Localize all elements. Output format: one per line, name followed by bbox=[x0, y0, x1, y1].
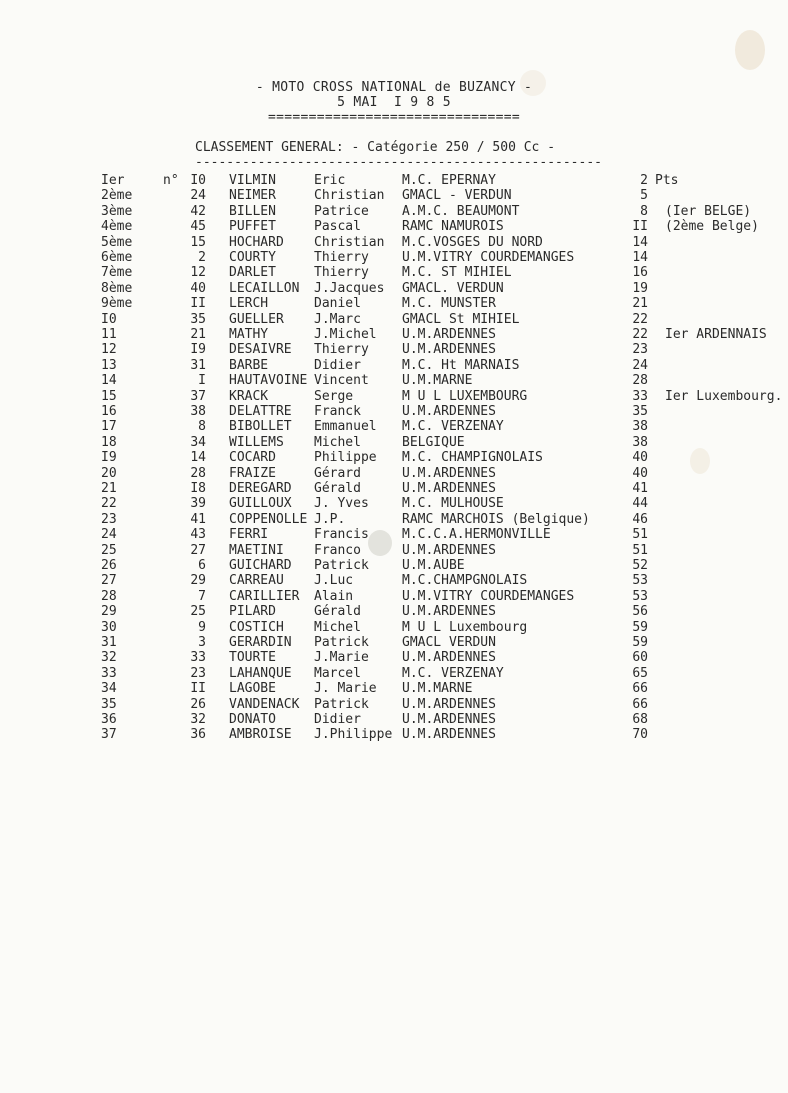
result-row bbox=[0, 589, 788, 604]
bib-number-cell: 23 bbox=[190, 665, 206, 681]
bib-number-cell: I0 bbox=[190, 173, 206, 188]
points-cell: 53 bbox=[632, 588, 648, 604]
first-name-cell: Francis bbox=[314, 527, 369, 543]
club-cell: A.M.C. BEAUMONT bbox=[402, 203, 520, 219]
club-cell: M.C. VERZENAY bbox=[402, 665, 504, 681]
bib-number-cell: 40 bbox=[190, 280, 206, 296]
first-name-cell: Thierry bbox=[314, 265, 369, 281]
club-cell: RAMC MARCHOIS (Belgique) bbox=[402, 511, 590, 527]
last-name-cell: AMBROISE bbox=[229, 727, 292, 743]
first-name-cell: Daniel bbox=[314, 296, 361, 312]
first-name-cell: J.P. bbox=[314, 511, 346, 527]
rank-cell: 25 bbox=[101, 542, 117, 558]
last-name-cell: GUELLER bbox=[229, 311, 284, 327]
first-name-cell: Serge bbox=[314, 388, 354, 404]
last-name-cell: HOCHARD bbox=[229, 234, 284, 250]
rank-cell: 30 bbox=[101, 619, 117, 635]
last-name-cell: COPPENOLLE bbox=[229, 511, 308, 527]
rank-cell: 24 bbox=[101, 527, 117, 543]
points-label: Pts bbox=[655, 173, 679, 188]
bib-number-cell: 39 bbox=[190, 496, 206, 512]
points-cell: 2 bbox=[640, 173, 648, 188]
last-name-cell: LAHANQUE bbox=[229, 665, 292, 681]
bib-number-cell: 45 bbox=[190, 219, 206, 235]
club-cell: U.M.ARDENNES bbox=[402, 465, 496, 481]
points-cell: 21 bbox=[632, 296, 648, 312]
rank-cell: 3ème bbox=[101, 203, 133, 219]
last-name-cell: FRAIZE bbox=[229, 465, 276, 481]
club-cell: RAMC NAMUROIS bbox=[402, 219, 504, 235]
first-name-cell: Eric bbox=[314, 173, 346, 188]
last-name-cell: VILMIN bbox=[229, 173, 276, 188]
note-cell: (2ème Belge) bbox=[665, 219, 759, 235]
last-name-cell: PUFFET bbox=[229, 219, 276, 235]
last-name-cell: CARILLIER bbox=[229, 588, 300, 604]
last-name-cell: LECAILLON bbox=[229, 280, 300, 296]
rank-cell: 22 bbox=[101, 496, 117, 512]
bib-number-cell: 32 bbox=[190, 712, 206, 727]
result-row bbox=[0, 358, 788, 373]
bib-number-cell: 25 bbox=[190, 604, 206, 620]
points-cell: 24 bbox=[632, 357, 648, 373]
last-name-cell: GUICHARD bbox=[229, 558, 292, 573]
result-row bbox=[0, 481, 788, 496]
result-row bbox=[0, 666, 788, 681]
club-cell: U.M.AUBE bbox=[402, 558, 465, 573]
rank-cell: 33 bbox=[101, 665, 117, 681]
club-cell: U.M.VITRY COURDEMANGES bbox=[402, 250, 575, 265]
rank-cell: 13 bbox=[101, 357, 117, 373]
result-row bbox=[0, 527, 788, 542]
first-name-cell: Patrice bbox=[314, 203, 369, 219]
result-row bbox=[0, 727, 788, 742]
rank-cell: 21 bbox=[101, 481, 117, 496]
result-row bbox=[0, 389, 788, 404]
result-row bbox=[0, 173, 788, 188]
club-cell: U.M.ARDENNES bbox=[402, 696, 496, 712]
points-cell: 19 bbox=[632, 280, 648, 296]
club-cell: GMACL - VERDUN bbox=[402, 188, 512, 204]
result-row bbox=[0, 435, 788, 450]
last-name-cell: COCARD bbox=[229, 450, 276, 466]
last-name-cell: NEIMER bbox=[229, 188, 276, 204]
rank-cell: 37 bbox=[101, 727, 117, 743]
category-underline: ---------------------------------------------------- bbox=[195, 155, 602, 170]
club-cell: U.M.ARDENNES bbox=[402, 404, 496, 419]
bib-number-cell: 14 bbox=[190, 450, 206, 466]
result-row bbox=[0, 373, 788, 388]
last-name-cell: FERRI bbox=[229, 527, 269, 543]
result-row bbox=[0, 620, 788, 635]
last-name-cell: COURTY bbox=[229, 250, 276, 265]
points-cell: 22 bbox=[632, 311, 648, 327]
bib-number-cell: 36 bbox=[190, 727, 206, 743]
last-name-cell: BILLEN bbox=[229, 203, 276, 219]
club-cell: U.M.VITRY COURDEMANGES bbox=[402, 588, 575, 604]
rank-cell: 35 bbox=[101, 696, 117, 712]
first-name-cell: Marcel bbox=[314, 665, 361, 681]
club-cell: M.C. MUNSTER bbox=[402, 296, 496, 312]
points-cell: 28 bbox=[632, 373, 648, 389]
bib-number-cell: 24 bbox=[190, 188, 206, 204]
last-name-cell: GERARDIN bbox=[229, 635, 292, 650]
club-cell: M U L LUXEMBOURG bbox=[402, 388, 528, 404]
first-name-cell: Thierry bbox=[314, 250, 369, 265]
points-cell: 66 bbox=[632, 696, 648, 712]
last-name-cell: DELATTRE bbox=[229, 404, 292, 419]
first-name-cell: Philippe bbox=[314, 450, 377, 466]
bib-number-cell: 6 bbox=[198, 558, 206, 573]
result-row bbox=[0, 419, 788, 434]
last-name-cell: DESAIVRE bbox=[229, 342, 292, 358]
rank-cell: 31 bbox=[101, 635, 117, 650]
first-name-cell: J.Luc bbox=[314, 573, 354, 589]
bib-number-cell: 29 bbox=[190, 573, 206, 589]
result-row bbox=[0, 604, 788, 619]
points-cell: 65 bbox=[632, 665, 648, 681]
result-row bbox=[0, 265, 788, 280]
rank-cell: 29 bbox=[101, 604, 117, 620]
club-cell: M.C. VERZENAY bbox=[402, 419, 504, 435]
first-name-cell: Gérald bbox=[314, 481, 361, 496]
note-cell: Ier Luxembourg. bbox=[665, 388, 783, 404]
result-row bbox=[0, 512, 788, 527]
club-cell: M.C. MULHOUSE bbox=[402, 496, 504, 512]
points-cell: 70 bbox=[632, 727, 648, 743]
first-name-cell: Didier bbox=[314, 357, 361, 373]
last-name-cell: PILARD bbox=[229, 604, 276, 620]
rank-cell: 2ème bbox=[101, 188, 133, 204]
rank-cell: 9ème bbox=[101, 296, 133, 312]
last-name-cell: CARREAU bbox=[229, 573, 284, 589]
last-name-cell: HAUTAVOINE bbox=[229, 373, 308, 389]
bib-number-cell: 34 bbox=[190, 434, 206, 450]
result-row bbox=[0, 466, 788, 481]
bib-number-cell: 26 bbox=[190, 696, 206, 712]
rank-cell: 36 bbox=[101, 712, 117, 727]
points-cell: 5 bbox=[640, 188, 648, 204]
first-name-cell: Alain bbox=[314, 588, 354, 604]
first-name-cell: Michel bbox=[314, 434, 361, 450]
club-cell: M.C.CHAMPGNOLAIS bbox=[402, 573, 528, 589]
result-row bbox=[0, 635, 788, 650]
first-name-cell: Vincent bbox=[314, 373, 369, 389]
bib-number-cell: II bbox=[190, 681, 206, 697]
club-cell: BELGIQUE bbox=[402, 434, 465, 450]
first-name-cell: Franco bbox=[314, 542, 361, 558]
bib-number-cell: 43 bbox=[190, 527, 206, 543]
points-cell: 60 bbox=[632, 650, 648, 666]
club-cell: U.M.ARDENNES bbox=[402, 327, 496, 342]
last-name-cell: DONATO bbox=[229, 712, 276, 727]
result-row bbox=[0, 697, 788, 712]
first-name-cell: Patrick bbox=[314, 696, 369, 712]
club-cell: U.M.MARNE bbox=[402, 373, 473, 389]
last-name-cell: LAGOBE bbox=[229, 681, 276, 697]
points-cell: 44 bbox=[632, 496, 648, 512]
result-row bbox=[0, 573, 788, 588]
rank-cell: 11 bbox=[101, 327, 117, 342]
result-row bbox=[0, 296, 788, 311]
rank-cell: 27 bbox=[101, 573, 117, 589]
rank-cell: 18 bbox=[101, 434, 117, 450]
rank-cell: 12 bbox=[101, 342, 117, 358]
bib-number-cell: 9 bbox=[198, 619, 206, 635]
points-cell: 46 bbox=[632, 511, 648, 527]
club-cell: U.M.ARDENNES bbox=[402, 342, 496, 358]
bib-number-cell: 38 bbox=[190, 404, 206, 419]
bib-number-cell: 7 bbox=[198, 588, 206, 604]
first-name-cell: J.Marie bbox=[314, 650, 369, 666]
bib-number-cell: 41 bbox=[190, 511, 206, 527]
last-name-cell: GUILLOUX bbox=[229, 496, 292, 512]
note-cell: Ier ARDENNAIS bbox=[665, 327, 767, 342]
rank-cell: 7ème bbox=[101, 265, 133, 281]
first-name-cell: Christian bbox=[314, 188, 385, 204]
rank-cell: 5ème bbox=[101, 234, 133, 250]
rank-cell: 20 bbox=[101, 465, 117, 481]
bib-number-cell: II bbox=[190, 296, 206, 312]
bib-number-cell: I8 bbox=[190, 481, 206, 496]
points-cell: 68 bbox=[632, 712, 648, 727]
points-cell: 52 bbox=[632, 558, 648, 573]
points-cell: 33 bbox=[632, 388, 648, 404]
number-label: n° bbox=[163, 173, 179, 188]
club-cell: U.M.ARDENNES bbox=[402, 542, 496, 558]
result-row bbox=[0, 342, 788, 357]
paper-stain bbox=[735, 30, 765, 70]
club-cell: M.C. CHAMPIGNOLAIS bbox=[402, 450, 543, 466]
bib-number-cell: 28 bbox=[190, 465, 206, 481]
points-cell: 51 bbox=[632, 527, 648, 543]
result-row bbox=[0, 204, 788, 219]
document-title: - MOTO CROSS NATIONAL de BUZANCY - bbox=[255, 80, 533, 95]
points-cell: 8 bbox=[640, 203, 648, 219]
first-name-cell: Patrick bbox=[314, 558, 369, 573]
bib-number-cell: 37 bbox=[190, 388, 206, 404]
last-name-cell: COSTICH bbox=[229, 619, 284, 635]
rank-cell: 17 bbox=[101, 419, 117, 435]
points-cell: 53 bbox=[632, 573, 648, 589]
points-cell: 23 bbox=[632, 342, 648, 358]
result-row bbox=[0, 219, 788, 234]
club-cell: GMACL VERDUN bbox=[402, 635, 496, 650]
last-name-cell: MATHY bbox=[229, 327, 269, 342]
bib-number-cell: 2 bbox=[198, 250, 206, 265]
points-cell: 14 bbox=[632, 234, 648, 250]
category-title: CLASSEMENT GENERAL: - Catégorie 250 / 500 Cc - bbox=[195, 140, 556, 155]
club-cell: M.C. ST MIHIEL bbox=[402, 265, 512, 281]
first-name-cell: Franck bbox=[314, 404, 361, 419]
last-name-cell: WILLEMS bbox=[229, 434, 284, 450]
bib-number-cell: I9 bbox=[190, 342, 206, 358]
club-cell: M.C. EPERNAY bbox=[402, 173, 496, 188]
last-name-cell: TOURTE bbox=[229, 650, 276, 666]
result-row bbox=[0, 712, 788, 727]
rank-cell: 16 bbox=[101, 404, 117, 419]
points-cell: 38 bbox=[632, 434, 648, 450]
last-name-cell: LERCH bbox=[229, 296, 269, 312]
bib-number-cell: 35 bbox=[190, 311, 206, 327]
points-cell: 59 bbox=[632, 619, 648, 635]
last-name-cell: MAETINI bbox=[229, 542, 284, 558]
result-row bbox=[0, 250, 788, 265]
last-name-cell: DARLET bbox=[229, 265, 276, 281]
result-row bbox=[0, 558, 788, 573]
first-name-cell: Christian bbox=[314, 234, 385, 250]
points-cell: II bbox=[632, 219, 648, 235]
club-cell: U.M.MARNE bbox=[402, 681, 473, 697]
rank-cell: 15 bbox=[101, 388, 117, 404]
first-name-cell: J. Yves bbox=[314, 496, 369, 512]
points-cell: 51 bbox=[632, 542, 648, 558]
rank-cell: 14 bbox=[101, 373, 117, 389]
bib-number-cell: 27 bbox=[190, 542, 206, 558]
club-cell: U.M.ARDENNES bbox=[402, 604, 496, 620]
club-cell: GMACL St MIHIEL bbox=[402, 311, 520, 327]
bib-number-cell: 42 bbox=[190, 203, 206, 219]
rank-cell: 4ème bbox=[101, 219, 133, 235]
bib-number-cell: 33 bbox=[190, 650, 206, 666]
result-row bbox=[0, 235, 788, 250]
club-cell: U.M.ARDENNES bbox=[402, 727, 496, 743]
rank-cell: 23 bbox=[101, 511, 117, 527]
points-cell: 38 bbox=[632, 419, 648, 435]
club-cell: M U L Luxembourg bbox=[402, 619, 528, 635]
first-name-cell: J. Marie bbox=[314, 681, 377, 697]
points-cell: 14 bbox=[632, 250, 648, 265]
note-cell: (Ier BELGE) bbox=[665, 203, 752, 219]
last-name-cell: DEREGARD bbox=[229, 481, 292, 496]
bib-number-cell: 12 bbox=[190, 265, 206, 281]
first-name-cell: Gérard bbox=[314, 465, 361, 481]
rank-cell: 32 bbox=[101, 650, 117, 666]
result-row bbox=[0, 681, 788, 696]
first-name-cell: J.Jacques bbox=[314, 280, 385, 296]
bib-number-cell: 31 bbox=[190, 357, 206, 373]
points-cell: 41 bbox=[632, 481, 648, 496]
club-cell: U.M.ARDENNES bbox=[402, 712, 496, 727]
bib-number-cell: 21 bbox=[190, 327, 206, 342]
first-name-cell: J.Michel bbox=[314, 327, 377, 342]
points-cell: 66 bbox=[632, 681, 648, 697]
result-row bbox=[0, 312, 788, 327]
result-row bbox=[0, 543, 788, 558]
first-name-cell: Patrick bbox=[314, 635, 369, 650]
rank-cell: 26 bbox=[101, 558, 117, 573]
title-underline: =============================== bbox=[268, 110, 520, 125]
first-name-cell: Gérald bbox=[314, 604, 361, 620]
bib-number-cell: 8 bbox=[198, 419, 206, 435]
club-cell: GMACL. VERDUN bbox=[402, 280, 504, 296]
points-cell: 22 bbox=[632, 327, 648, 342]
club-cell: M.C.C.A.HERMONVILLE bbox=[402, 527, 551, 543]
points-cell: 59 bbox=[632, 635, 648, 650]
last-name-cell: BIBOLLET bbox=[229, 419, 292, 435]
result-row bbox=[0, 188, 788, 203]
bib-number-cell: 15 bbox=[190, 234, 206, 250]
first-name-cell: Didier bbox=[314, 712, 361, 727]
first-name-cell: J.Philippe bbox=[314, 727, 393, 743]
document-date: 5 MAI I 9 8 5 bbox=[337, 95, 451, 110]
points-cell: 56 bbox=[632, 604, 648, 620]
rank-cell: I9 bbox=[101, 450, 117, 466]
last-name-cell: BARBE bbox=[229, 357, 269, 373]
result-row bbox=[0, 327, 788, 342]
club-cell: M.C. Ht MARNAIS bbox=[402, 357, 520, 373]
rank-cell: I0 bbox=[101, 311, 117, 327]
result-row bbox=[0, 450, 788, 465]
first-name-cell: Emmanuel bbox=[314, 419, 377, 435]
rank-cell: 6ème bbox=[101, 250, 133, 265]
first-name-cell: Michel bbox=[314, 619, 361, 635]
points-cell: 40 bbox=[632, 465, 648, 481]
points-cell: 35 bbox=[632, 404, 648, 419]
points-cell: 16 bbox=[632, 265, 648, 281]
points-cell: 40 bbox=[632, 450, 648, 466]
club-cell: M.C.VOSGES DU NORD bbox=[402, 234, 543, 250]
bib-number-cell: 3 bbox=[198, 635, 206, 650]
last-name-cell: KRACK bbox=[229, 388, 269, 404]
bib-number-cell: I bbox=[198, 373, 206, 389]
rank-cell: 8ème bbox=[101, 280, 133, 296]
first-name-cell: Thierry bbox=[314, 342, 369, 358]
result-row bbox=[0, 650, 788, 665]
result-row bbox=[0, 496, 788, 511]
result-row bbox=[0, 404, 788, 419]
last-name-cell: VANDENACK bbox=[229, 696, 300, 712]
rank-cell: 34 bbox=[101, 681, 117, 697]
result-row bbox=[0, 281, 788, 296]
first-name-cell: J.Marc bbox=[314, 311, 361, 327]
club-cell: U.M.ARDENNES bbox=[402, 481, 496, 496]
first-name-cell: Pascal bbox=[314, 219, 361, 235]
rank-cell: Ier bbox=[101, 173, 125, 188]
rank-cell: 28 bbox=[101, 588, 117, 604]
club-cell: U.M.ARDENNES bbox=[402, 650, 496, 666]
